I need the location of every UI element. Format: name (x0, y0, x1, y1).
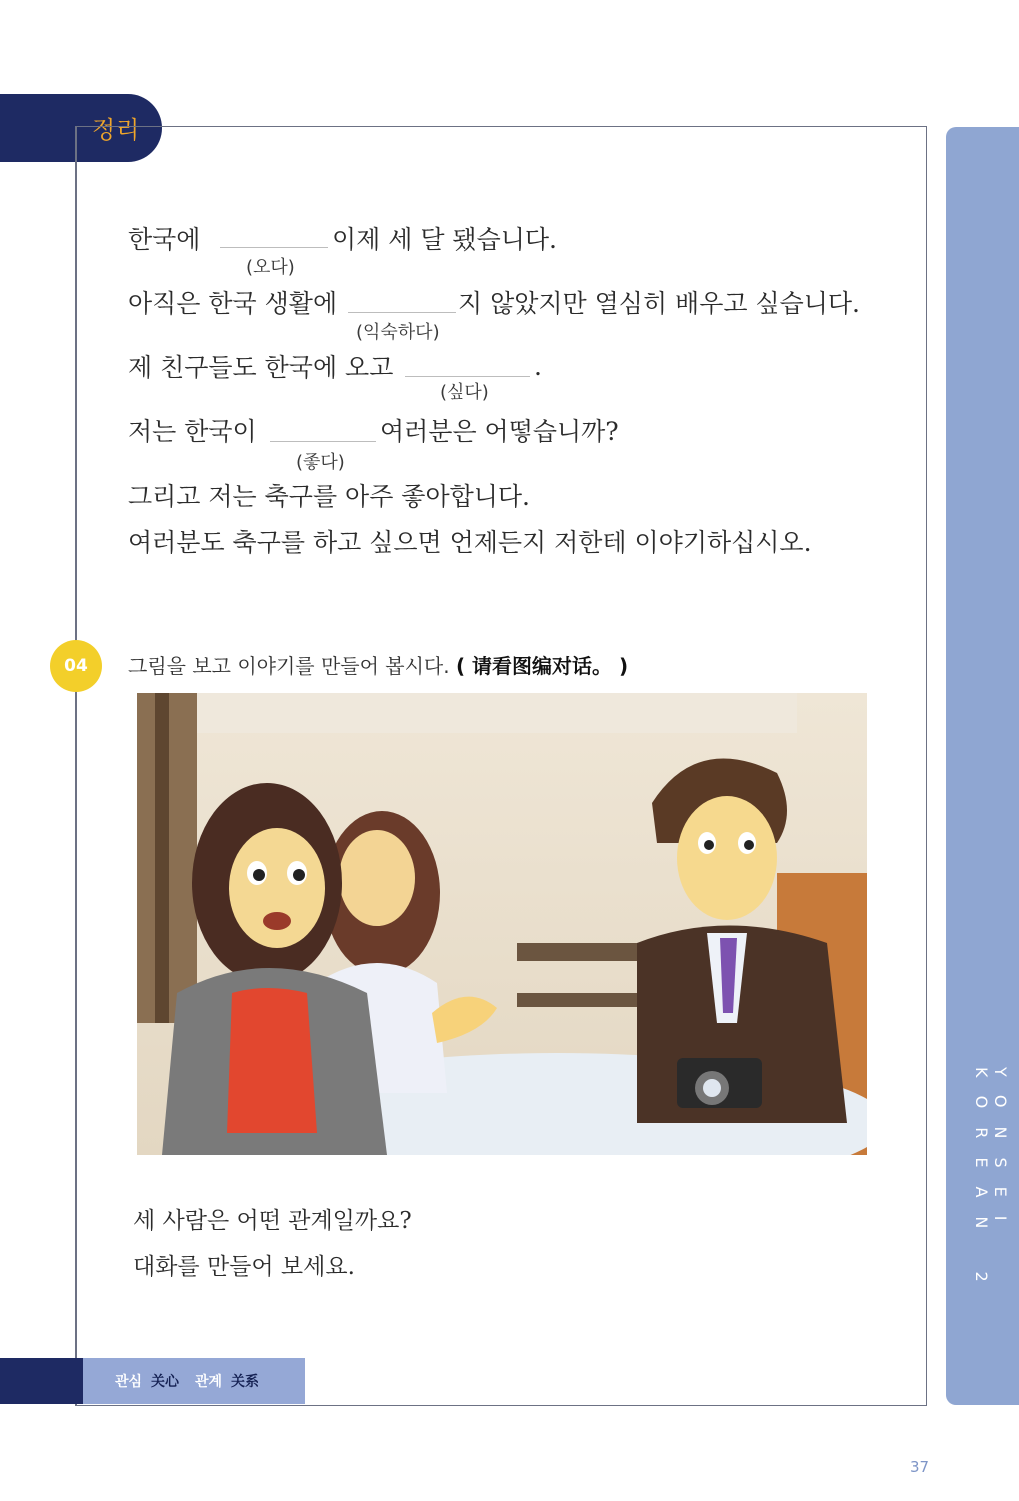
hint-1: (오다) (246, 257, 295, 278)
cafe-illustration (137, 693, 867, 1155)
exercise-instruction (128, 650, 628, 679)
hint-3: (싶다) (440, 382, 489, 403)
question-make-dialogue: 대화를 만들어 보세요. (133, 1254, 355, 1280)
sentence-3-start: 제 친구들도 한국에 오고 (128, 353, 394, 382)
instruction-chinese: ( 请看图编对话。 ) (455, 654, 629, 678)
sentence-2-start: 아직은 한국 생활에 (128, 289, 338, 318)
sentence-1-end: 이제 세 달 됐습니다. (332, 225, 557, 254)
vocab-2-ko: 관계 (195, 1374, 223, 1390)
vocab-2-zh: 关系 (231, 1374, 259, 1390)
instruction-korean: 그림을 보고 이야기를 만들어 봅시다. (128, 654, 450, 678)
footer-bar (0, 1358, 83, 1404)
page-number: 37 (910, 1458, 930, 1476)
vocab-box (83, 1358, 305, 1404)
series-title: YONSEI KOREAN 2 (972, 1067, 1010, 1301)
blank-2[interactable] (348, 311, 456, 313)
hint-2: (익숙하다) (356, 322, 440, 343)
blank-3[interactable] (405, 375, 530, 377)
hint-4: (좋다) (296, 452, 345, 473)
sentence-4-start: 저는 한국이 (128, 417, 257, 446)
sentence-3-end: . (534, 352, 542, 381)
side-band (946, 127, 1019, 1405)
section-title: 정리 (92, 116, 141, 144)
vocab-1-ko: 관심 (115, 1374, 143, 1390)
blank-1[interactable] (220, 246, 328, 248)
sentence-4-end: 여러분은 어떻습니까? (380, 417, 619, 446)
sentence-2-end: 지 않았지만 열심히 배우고 싶습니다. (458, 289, 860, 318)
sentence-5: 그리고 저는 축구를 아주 좋아합니다. (128, 482, 530, 511)
sentence-6: 여러분도 축구를 하고 싶으면 언제든지 저한테 이야기하십시오. (128, 528, 812, 557)
exercise-number-badge: 04 (50, 640, 102, 692)
blank-4[interactable] (270, 440, 376, 442)
sentence-1-start: 한국에 (128, 225, 201, 254)
vocab-1-zh: 关心 (151, 1374, 179, 1390)
question-relationship: 세 사람은 어떤 관계일까요? (133, 1208, 412, 1234)
